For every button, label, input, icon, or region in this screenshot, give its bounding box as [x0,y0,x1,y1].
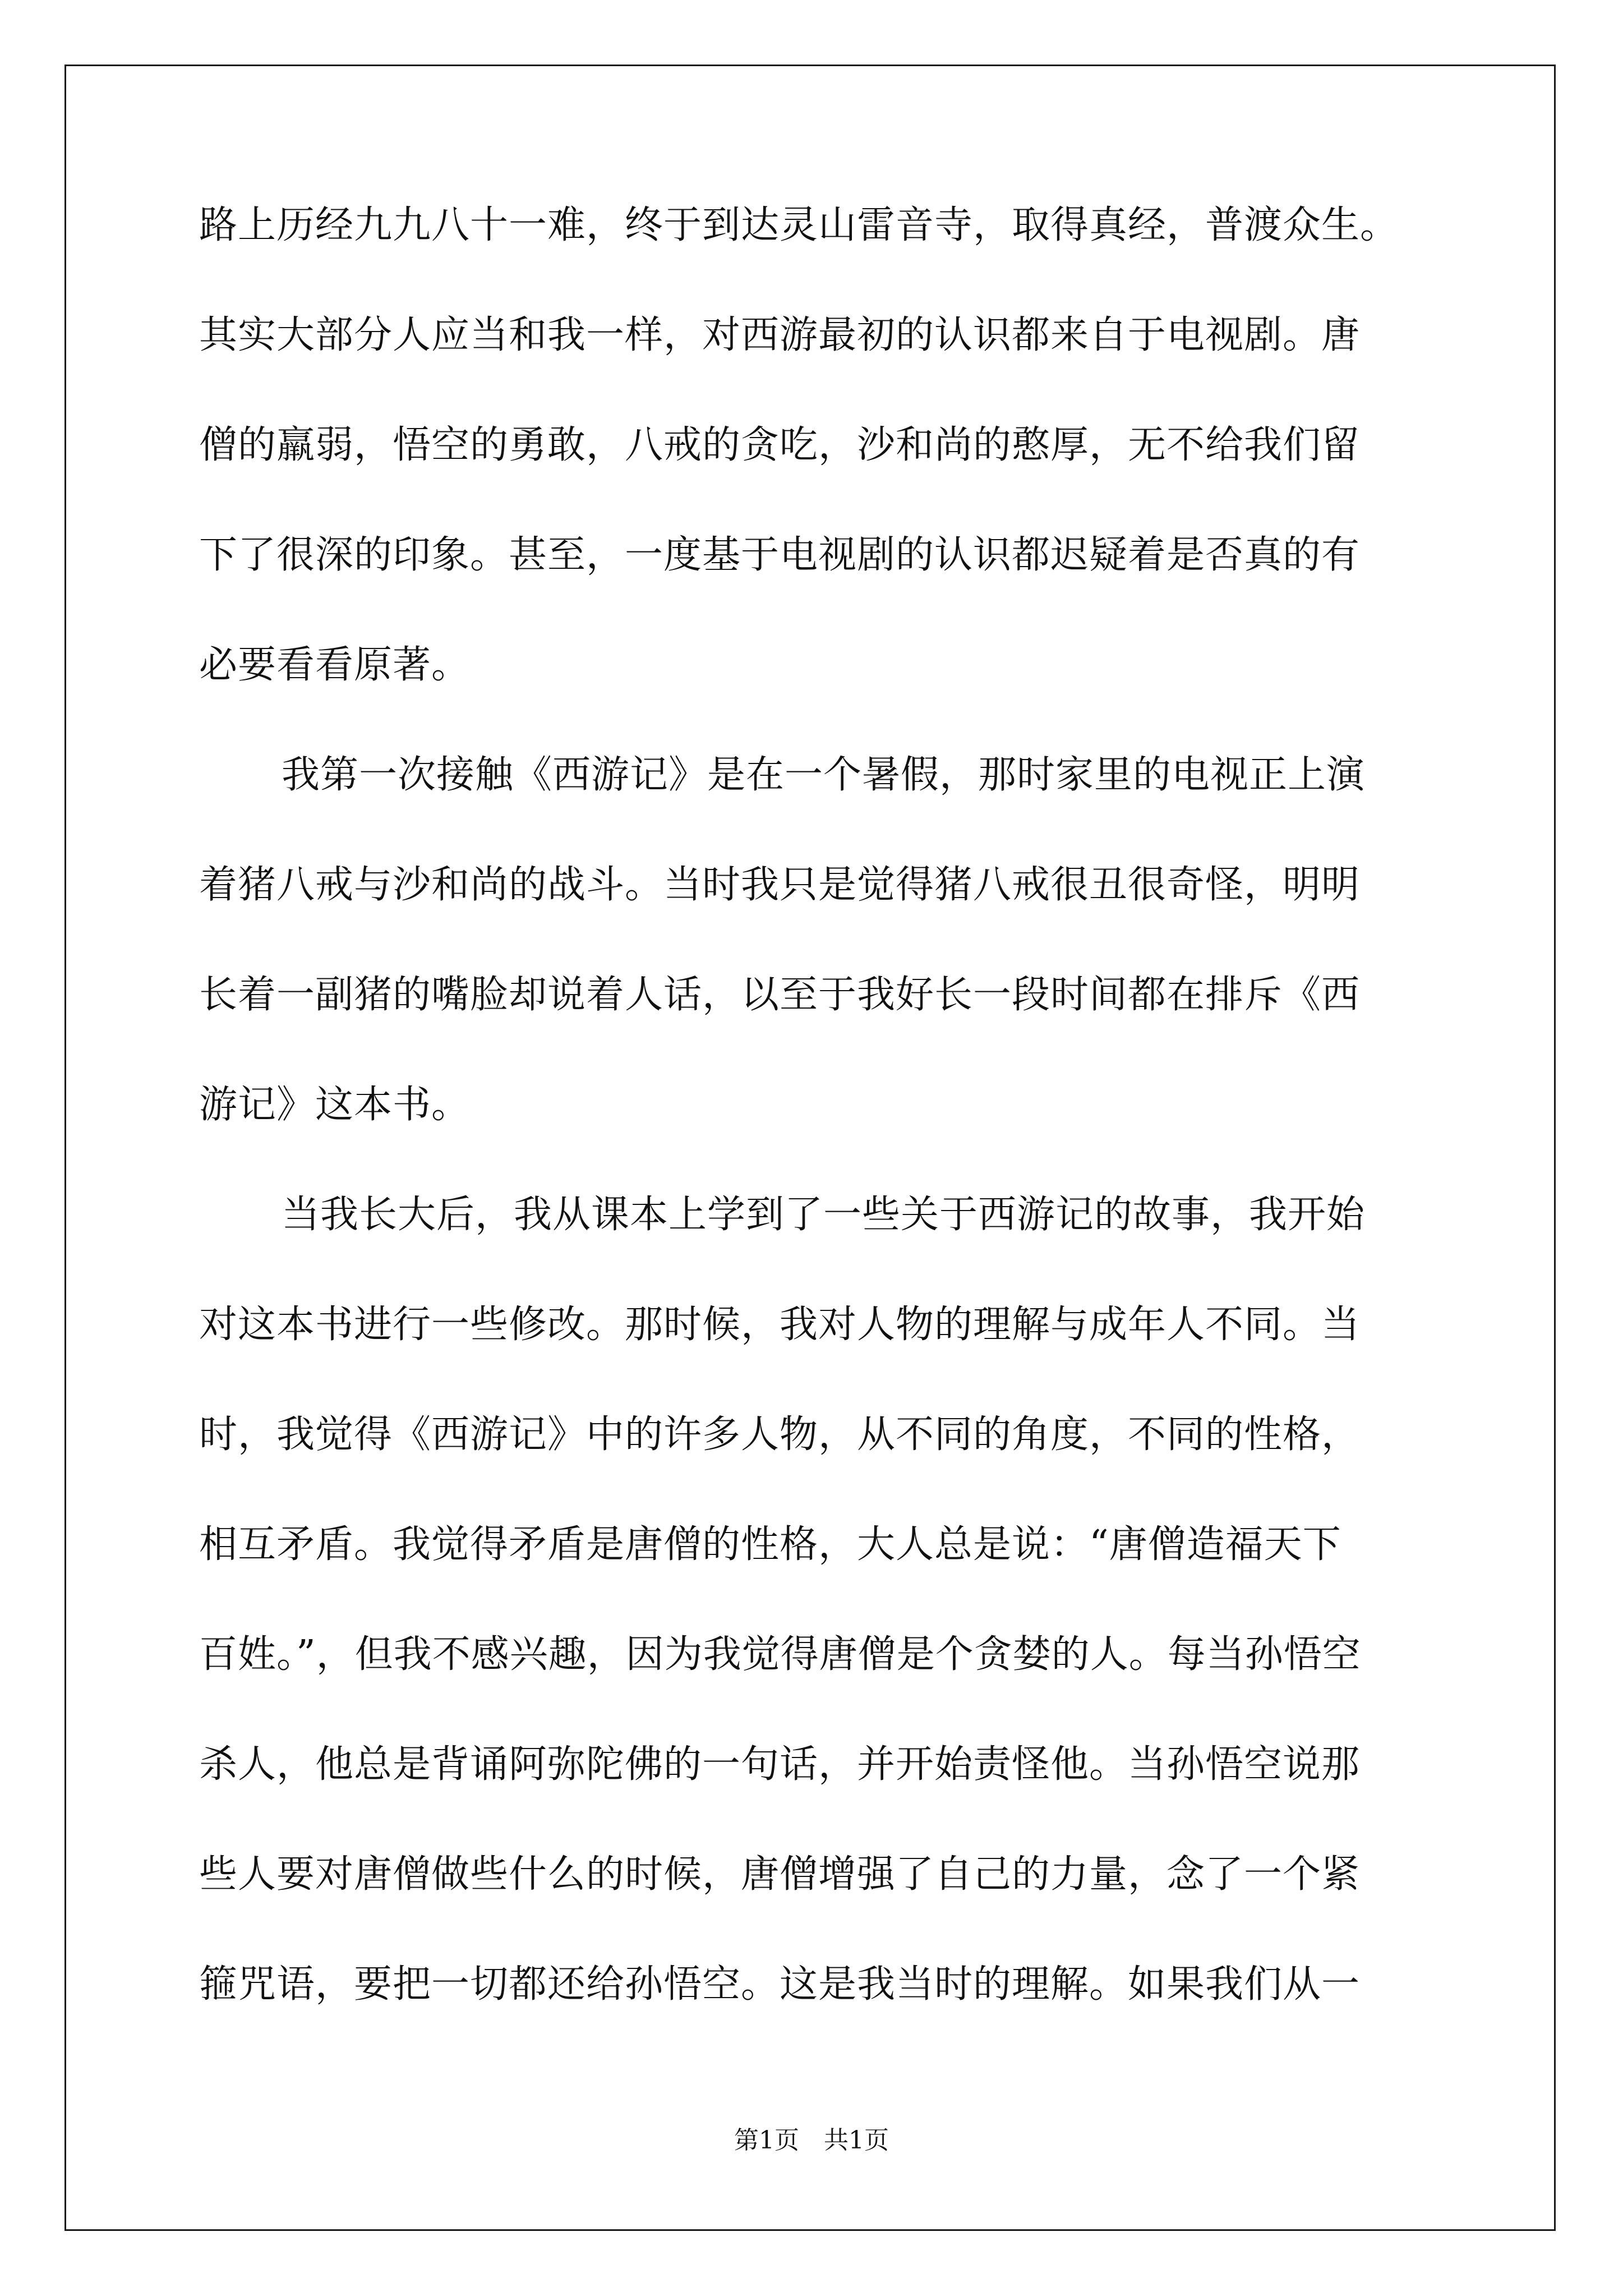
text-line: 着猪八戒与沙和尚的战斗。当时我只是觉得猪八戒很丑很奇怪，明明 [199,863,1361,907]
page-number-footer: 第1页 共1页 [734,2126,889,2155]
text-line: 长着一副猪的嘴脸却说着人话，以至于我好长一段时间都在排斥《西 [199,973,1361,1017]
text-line: 游记》这本书。 [199,1083,471,1127]
text-line: 时，我觉得《西游记》中的许多人物，从不同的角度，不同的性格， [199,1412,1361,1457]
text-line: 对这本书进行一些修改。那时候，我对人物的理解与成年人不同。当 [199,1303,1361,1347]
text-line: 杀人，他总是背诵阿弥陀佛的一句话，并开始责怪他。当孙悟空说那 [199,1742,1361,1787]
text-line: 些人要对唐僧做些什么的时候，唐僧增强了自己的力量，念了一个紧 [199,1852,1361,1897]
paragraph-first-line: 我第一次接触《西游记》是在一个暑假，那时家里的电视正上演 [282,753,1366,797]
text-line: 其实大部分人应当和我一样，对西游最初的认识都来自于电视剧。唐 [199,313,1361,357]
text-line: 箍咒语，要把一切都还给孙悟空。这是我当时的理解。如果我们从一 [199,1962,1361,2007]
text-line: 相互矛盾。我觉得矛盾是唐僧的性格，大人总是说：“唐僧造福天下 [199,1522,1341,1567]
page-border [64,65,1556,2231]
text-line: 必要看看原著。 [199,643,471,687]
text-line: 僧的羸弱，悟空的勇敢，八戒的贪吃，沙和尚的憨厚，无不给我们留 [199,423,1361,467]
text-line: 百姓。”，但我不感兴趣，因为我觉得唐僧是个贪婪的人。每当孙悟空 [199,1632,1361,1677]
text-line: 下了很深的印象。甚至，一度基于电视剧的认识都迟疑着是否真的有 [199,533,1361,577]
paragraph-first-line: 当我长大后，我从课本上学到了一些关于西游记的故事，我开始 [282,1193,1366,1237]
text-line: 路上历经九九八十一难，终于到达灵山雷音寺，取得真经，普渡众生。 [199,203,1399,247]
